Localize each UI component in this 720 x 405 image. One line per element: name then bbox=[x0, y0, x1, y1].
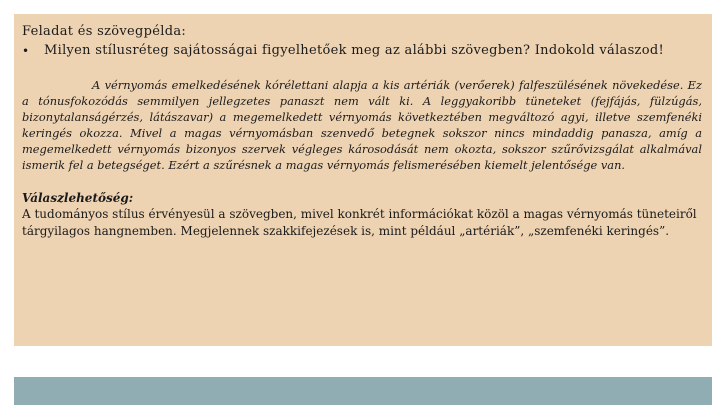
question-text: Milyen stílusréteg sajátosságai figyelhetőek meg az alábbi szövegben? Indokold válaszod! bbox=[44, 43, 664, 58]
question-item bbox=[22, 41, 702, 61]
footer-bar bbox=[14, 377, 712, 405]
example-passage: A vérnyomás emelkedésének kórélettani alapja a kis artériák (verőerek) falfeszülésének növekedése. Ez a tónusfokozódás semmilyen jellegzetes panaszt nem vált ki. A leggyakoribb tüneteket (fejfájás, fülzúgás, bizonytalanságérzés, látászavar) a megemelkedett vérnyomás következtében megváltozó agyi, illetve szemfenéki keringés okozza. Mivel a magas vérnyomásban szenvedő betegnek sokszor nincs mindaddig panasza, amíg a megemelkedett vérnyomás bizonyos szervek végleges károsodását nem okozta, sokszor szűrővizsgálat alkalmával ismerik fel a betegséget. Ezért a szűrésnek a magas vérnyomás felismerésében kiemelt jelentősége van. bbox=[22, 78, 702, 172]
answer-text: A tudományos stílus érvényesül a szövegben, mivel konkrét információkat közöl a magas vérnyomás tüneteiről tárgyilagos hangnemben. Megjelennek szakkifejezések is, mint például „artériák”, „szemfenéki keringés”. bbox=[22, 207, 697, 238]
content-panel bbox=[14, 14, 712, 346]
answer-heading: Válaszlehetőség: bbox=[22, 191, 134, 205]
task-title: Feladat és szövegpélda: bbox=[22, 24, 187, 39]
bullet-icon: • bbox=[22, 44, 30, 58]
